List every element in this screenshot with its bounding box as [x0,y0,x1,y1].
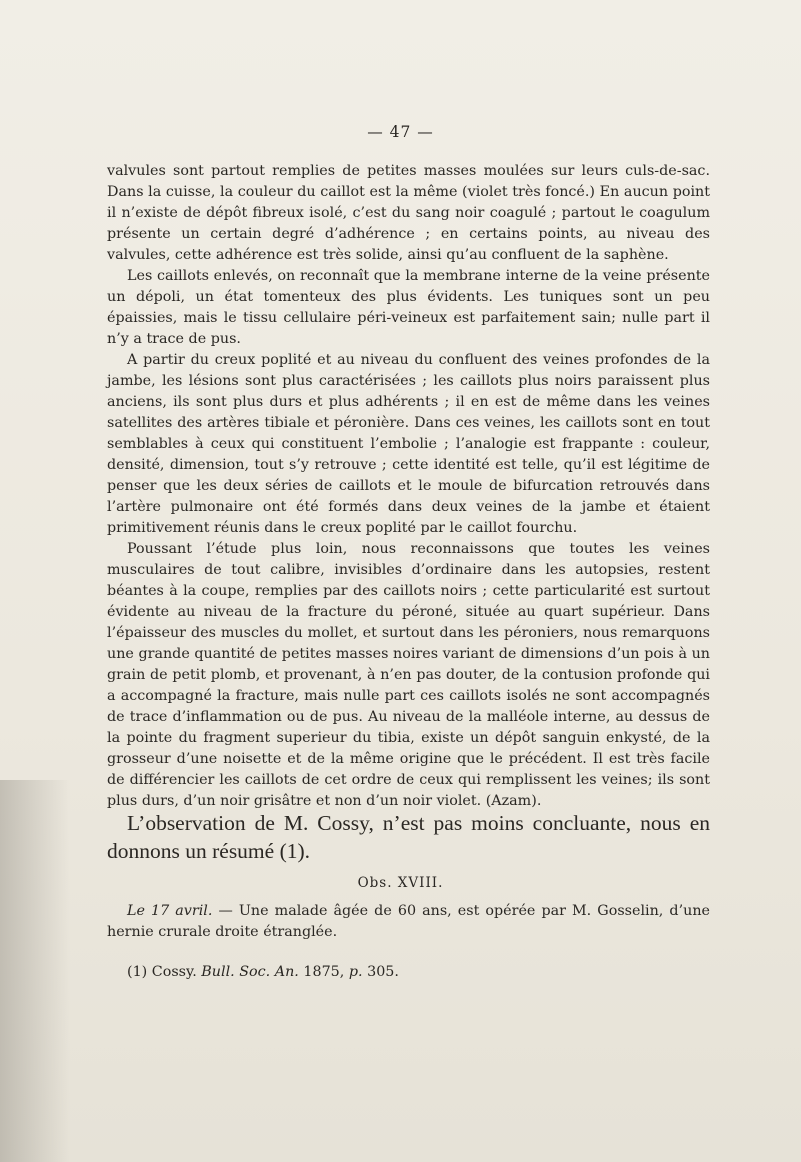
paragraph-1: valvules sont partout remplies de petites masses moulées sur leurs culs-de-sac. Dans la cuisse, la couleur du caillot est la même (violet très foncé.) En aucun point il n’existe de dépôt fibreux isolé, c’est du sang noir coagulé ; partout le coagulum présente un certain degré d’adhérence ; en certains points, au niveau des valvules, cette adhérence est très solide, ainsi qu’au confluent de la saphène. [107,163,710,263]
footnote-prefix: (1) Cossy. [127,964,202,980]
footnote-page-label: p. [348,964,363,980]
page-shadow [0,780,70,1162]
footnote [127,962,687,982]
lead-paragraph: L’observation de M. Cossy, n’est pas moins concluante, nous en donnons un résumé (1). [107,811,710,863]
page-number: — 47 — [367,123,434,141]
paragraph-2: Les caillots enlevés, on reconnaît que la membrane interne de la veine présente un dépoli, un état tomenteux des plus évidents. Les tuniques sont un peu épaissies, mais le tissu cellulaire péri-veineux est parfaitement sain; nulle part il n’y a trace de pus. [107,268,710,347]
footnote-page-number: 305. [362,964,399,980]
paragraph-3: A partir du creux poplité et au niveau du confluent des veines profondes de la jambe, les lésions sont plus caractérisées ; les caillots plus noirs paraissent plus anciens, ils sont plus durs et plus adhérents ; il en est de même dans les veines satellites des artères tibiale et péronière. Dans ces veines, les caillots sont en tout semblables à ceux qui constituent l’embolie ; l’analogie est frappante : couleur, densité, dimension, tout s’y retrouve ; cette identité est telle, qu’il est légitime de penser que les deux séries de caillots et le moule de bifurcation retrouvés dans l’artère pulmonaire ont été formés dans deux veines de la jambe et étaient primitivement réunis dans le creux poplité par le caillot fourchu. [107,352,710,536]
observation-title: Obs. XVIII. [357,875,444,891]
body-text [107,161,710,812]
observation-text [107,901,710,943]
paragraph-4: Poussant l’étude plus loin, nous reconnaissons que toutes les veines musculaires de tout calibre, invisibles d’ordinaire dans les autopsies, restent béantes à la coupe, remplies par des caillots noirs ; cette particularité est surtout évidente au niveau de la fracture du péroné, située au quart supérieur. Dans l’épaisseur des muscles du mollet, et surtout dans les péroniers, nous remarquons une grande quantité de petites masses noires variant de dimensions d’un pois à un grain de petit plomb, et provenant, à n’en pas douter, de la contusion profonde qui a accompagné la fracture, mais nulle part ces caillots isolés ne sont accompagnés de trace d’inflammation ou de pus. Au niveau de la malléole interne, au dessus de la pointe du fragment superieur du tibia, existe un dépôt sanguin enkysté, de la grosseur d’une noisette et de la même origine que le précédent. Il est très facile de différencier les caillots de cet ordre de ceux qui remplissent les veines; ils sont plus durs, d’un noir grisâtre et non d’un noir violet. (Azam). [107,541,710,809]
observation-date: Le 17 avril. [127,903,213,919]
observation-body: — Une malade âgée de 60 ans, est opérée par M. Gosselin, d’une hernie crurale droite étranglée. [107,903,710,940]
footnote-source: Bull. Soc. An. [201,964,299,980]
footnote-year: 1875, [298,964,349,980]
